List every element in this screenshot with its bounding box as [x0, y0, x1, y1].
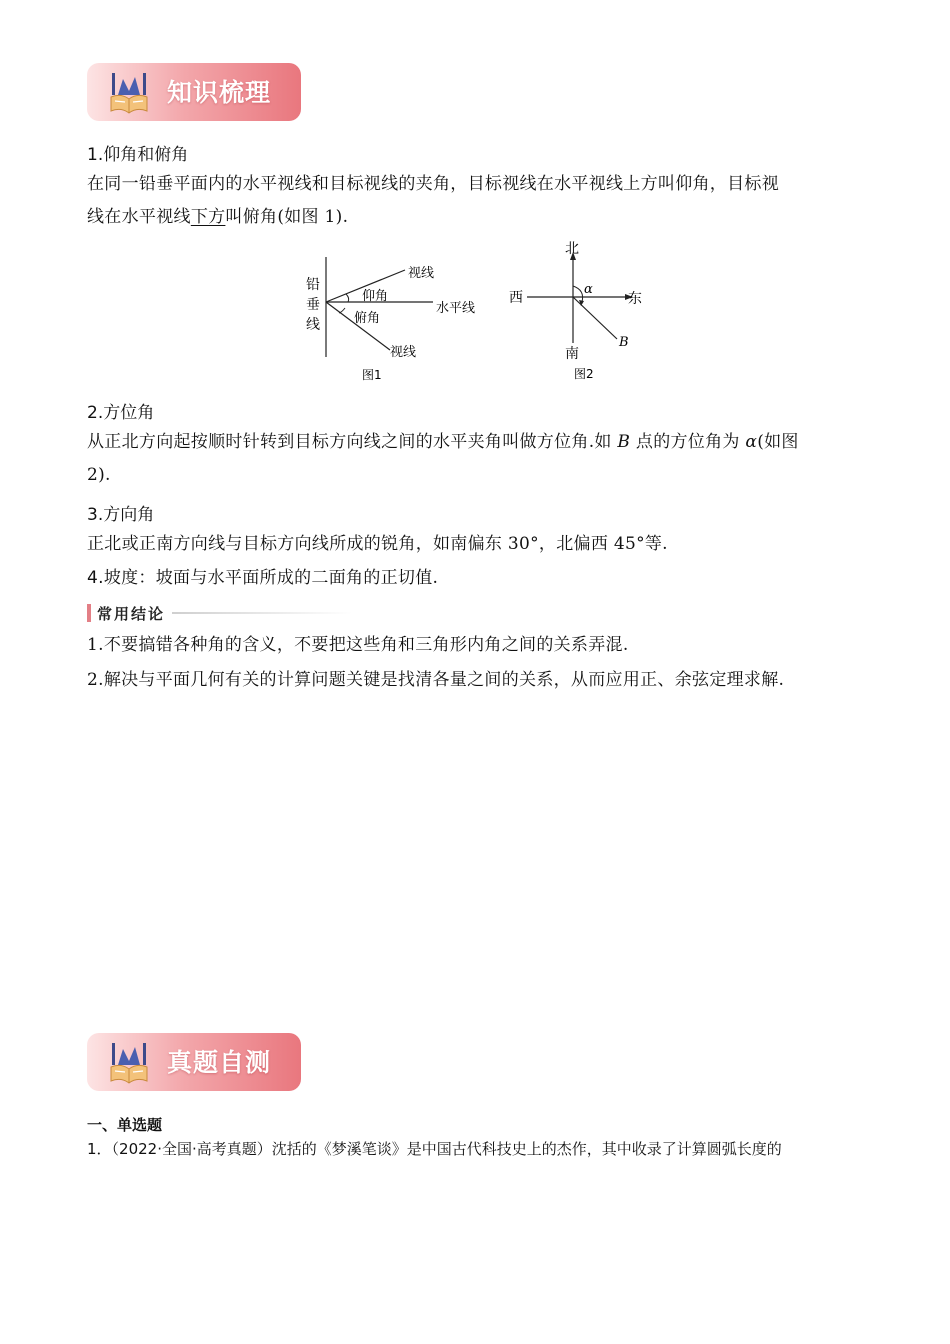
paragraph-elevation-depression — [87, 168, 867, 234]
figure-2-azimuth — [505, 240, 655, 385]
question-1: 1．（2022·全国·高考真题）沈括的《梦溪笔谈》是中国古代科技史上的杰作，其中收录了计算圆弧长度的 — [87, 1140, 782, 1158]
text-line: 在同一铅垂平面内的水平视线和目标视线的夹角，目标视线在水平视线上方叫仰角，目标视 — [87, 174, 779, 194]
paragraph-direction-angle: 正北或正南方向线与目标方向线所成的锐角，如南偏东 30°，北偏西 45°等. — [87, 534, 668, 554]
underlined-term: 下方 — [190, 207, 226, 227]
section-banner-knowledge — [87, 63, 301, 121]
east-label: 东 — [628, 291, 642, 307]
conclusion-tag-label: 常用结论 — [97, 605, 166, 623]
text-line: 2). — [87, 465, 111, 485]
heading-azimuth: 2.方位角 — [87, 403, 155, 423]
south-label: 南 — [565, 346, 579, 362]
conclusion-item: 1.不要搞错各种角的含义，不要把这些角和三角形内角之间的关系弄混. — [87, 635, 629, 655]
exam-subheading: 一、单选题 — [87, 1116, 163, 1134]
direction-line-b — [573, 297, 617, 339]
vertical-label-1: 铅 — [306, 277, 320, 293]
horizontal-label: 水平线 — [436, 301, 476, 316]
lower-sight-label: 视线 — [390, 345, 417, 360]
vertical-label-2: 垂 — [306, 297, 320, 313]
banner-title: 知识梳理 — [167, 78, 272, 107]
vertical-label-3: 线 — [306, 317, 320, 333]
west-label: 西 — [509, 290, 523, 306]
heading-elevation-depression: 1.仰角和俯角 — [87, 145, 189, 165]
upper-sight-label: 视线 — [408, 266, 435, 281]
conclusion-tag — [87, 603, 357, 623]
heading-direction-angle: 3.方向角 — [87, 505, 155, 525]
alpha-label: α — [584, 282, 593, 297]
conclusion-list — [87, 629, 867, 697]
paragraph-azimuth — [87, 426, 867, 492]
heading-slope: 4.坡度： — [87, 568, 156, 588]
depression-label: 俯角 — [354, 311, 381, 326]
text-line: 线在水平视线下方叫俯角(如图 1). — [87, 207, 349, 227]
point-b-label: B — [619, 335, 629, 350]
conclusion-item: 2.解决与平面几何有关的计算问题关键是找清各量之间的关系，从而应用正、余弦定理求解. — [87, 670, 785, 690]
paragraph-slope: 4.坡度：坡面与水平面所成的二面角的正切值. — [87, 568, 439, 588]
section-banner-exam — [87, 1033, 301, 1091]
elevation-label: 仰角 — [362, 289, 389, 304]
book-icon — [109, 71, 149, 115]
banner-title: 真题自测 — [167, 1048, 272, 1077]
figure-1-caption: 图1 — [362, 368, 382, 382]
lower-sight-line — [326, 302, 390, 350]
figure-2-caption: 图2 — [574, 367, 594, 381]
text-line: 从正北方向起按顺时针转到目标方向线之间的水平夹角叫做方位角.如 B 点的方位角为 α(如图 — [87, 432, 799, 452]
figure-1-elevation-depression — [290, 255, 500, 385]
book-icon — [109, 1041, 149, 1085]
north-label: 北 — [565, 241, 579, 257]
